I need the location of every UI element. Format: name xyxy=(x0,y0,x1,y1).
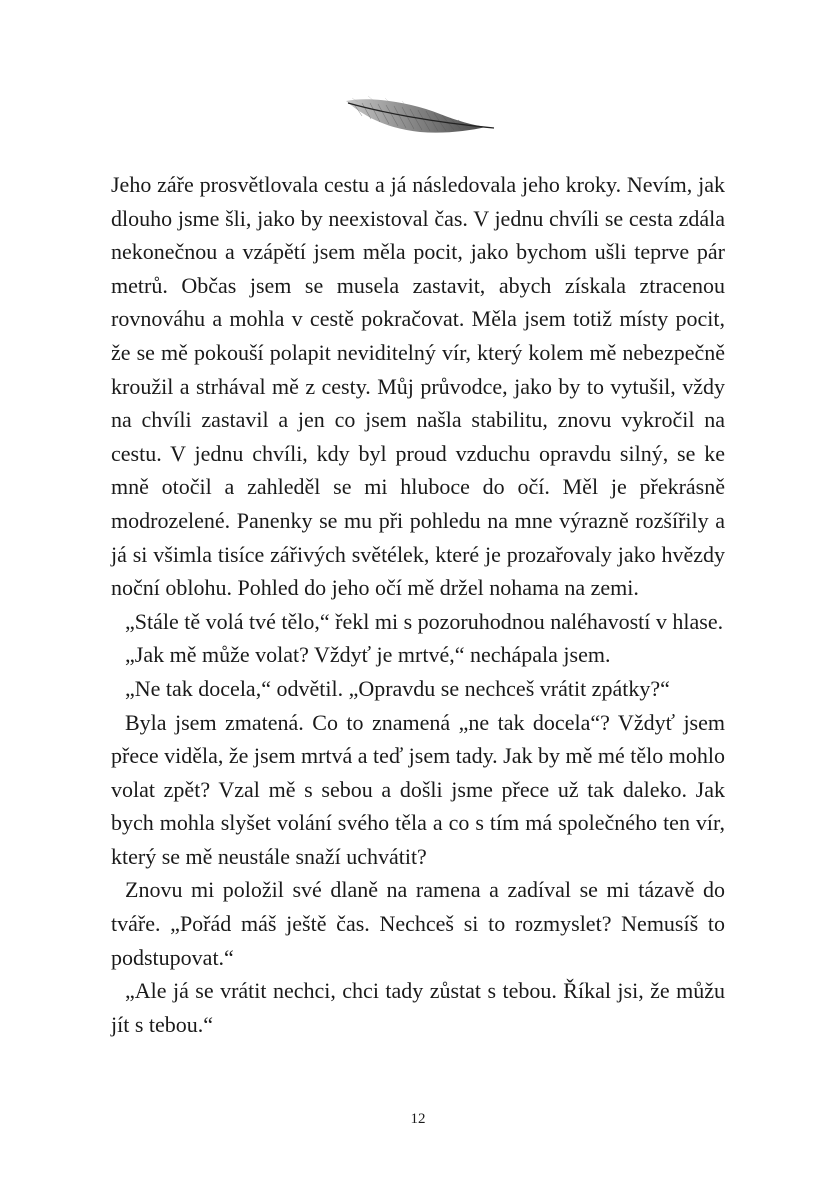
page-number: 12 xyxy=(410,1111,426,1127)
paragraph: Byla jsem zmatená. Co to znamená „ne tak docela“? Vždyť jsem přece viděla, že jsem mrtvá a teď jsem tady. Jak by mě mé tělo mohlo volat zpět? Vzal mě s sebou a došli jsme přece už tak daleko. Jak bych mohla slyšet volání svého těla a co s tím má společného ten vír, který se mě neustále snaží uchvátit? xyxy=(111,709,725,869)
paragraph: Jeho záře prosvětlovala cestu a já následovala jeho kroky. Nevím, jak dlouho jsme šli, jako by neexistoval čas. V jednu chvíli se cesta zdála nekonečnou a vzápětí jsem měla pocit, jako bychom ušli teprve pár metrů. Občas jsem se musela zastavit, abych získala ztracenou rovnováhu a mohla v cestě pokračovat. Měla jsem totiž místy pocit, že se mě pokouší polapit neviditelný vír, který kolem mě nebezpečně kroužil a strhával mě z cesty. Můj průvodce, jako by to vytušil, vždy na chvíli zastavil a jen co jsem našla stabilitu, znovu vykročil na cestu. V jednu chvíli, kdy byl proud vzduchu opravdu silný, se ke mně otočil a zahleděl se mi hluboce do očí. Měl je překrásně modrozelené. Panenky se mu při pohledu na mne výrazně rozšířily a já si všimla tisíce zářivých světélek, které je prozařovaly jako hvězdy noční oblohu. Pohled do jeho očí mě držel nohama na zemi. xyxy=(111,172,725,601)
paragraph: „Jak mě může volat? Vždyť je mrtvé,“ nechápala jsem. xyxy=(125,642,611,668)
paragraph: „Ale já se vrátit nechci, chci tady zůstat s tebou. Říkal jsi, že můžu jít s tebou.“ xyxy=(111,978,725,1037)
body-text xyxy=(111,168,725,1041)
paragraph: Znovu mi položil své dlaně na ramena a zadíval se mi tázavě do tváře. „Pořád máš ještě čas. Nechceš si to rozmyslet? Nemusíš to podstupovat.“ xyxy=(111,877,725,970)
paragraph: „Ne tak docela,“ odvětil. „Opravdu se nechceš vrátit zpátky?“ xyxy=(125,675,670,701)
feather-icon xyxy=(340,92,500,142)
paragraph: „Stále tě volá tvé tělo,“ řekl mi s pozoruhodnou naléhavostí v hlase. xyxy=(125,608,724,634)
